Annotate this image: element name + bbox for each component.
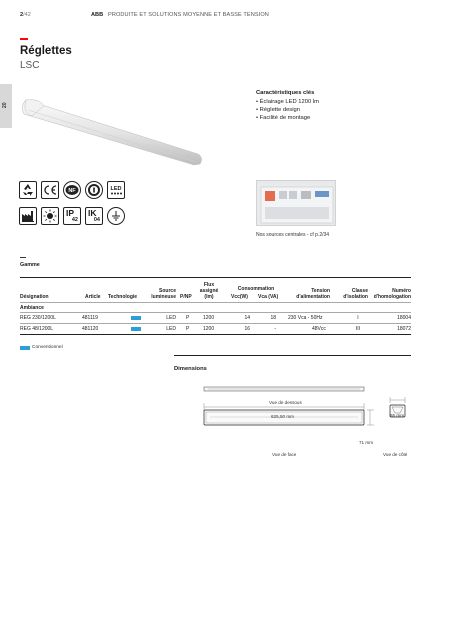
table-row-classe: I (357, 315, 359, 321)
central-source-image (256, 180, 336, 226)
side-tab (0, 84, 12, 128)
legend-label: Conventionnel (32, 345, 63, 350)
technology-swatch (131, 316, 141, 320)
feature-item: • Facilité de montage (256, 115, 426, 121)
technology-swatch (131, 327, 141, 331)
page-header (20, 12, 420, 22)
table-bottom-rule (20, 334, 411, 335)
dimensions-rule (174, 355, 411, 356)
table-row-article: 481120 (82, 326, 99, 332)
table-row-classe: III (355, 326, 361, 332)
section-dash (20, 257, 26, 258)
col-header-classe: Classe d'isolation (343, 288, 368, 301)
brand-name: ABB (91, 12, 104, 18)
page-subtitle: LSC (20, 60, 40, 71)
range-heading: Gamme (20, 262, 40, 268)
view-front-label: Vue de face (272, 452, 297, 457)
table-row-vca: - (274, 326, 276, 332)
table-row-tension: 230 Vca - 50Hz (288, 315, 323, 321)
width-label: 65 mm (390, 413, 405, 418)
col-header-pnp: P/NP (180, 294, 192, 300)
height-label: 71 mm (359, 440, 374, 445)
central-source-caption: Nos sources centrales - cf p.2/34 (256, 232, 330, 238)
col-header-tension: Tension d'alimentation (296, 288, 330, 301)
table-row-pnp: P (186, 315, 190, 321)
view-side-label: Vue de côté (383, 452, 408, 457)
title-accent (20, 38, 28, 40)
sun-icon (41, 207, 59, 225)
feature-item: • Réglette design (256, 107, 426, 113)
features-list (256, 99, 426, 121)
features-title: Caractéristiques clés (256, 90, 315, 96)
col-header-flux: Flux assigné (lm) (199, 282, 219, 301)
header-subtitle: PRODUITE ET SOLUTIONS MOYENNE ET BASSE TENSION (108, 12, 269, 18)
ip-label: IP (66, 208, 75, 218)
table-row-vcc: 16 (244, 326, 250, 332)
ce-mark-icon (41, 181, 59, 199)
table-row-rule (20, 312, 411, 313)
table-top-rule (20, 277, 411, 278)
class-1-icon (85, 181, 103, 199)
earth-icon (107, 207, 125, 225)
col-header-source: Source lumineuse (151, 288, 176, 301)
ip42-icon (63, 207, 81, 225)
table-row-flux: 1200 (203, 315, 215, 321)
side-tab-label: 20 (2, 102, 8, 108)
ik-label: IK (88, 208, 97, 218)
table-section-ambiance: Ambiance (20, 305, 44, 311)
table-row-source: LED (166, 315, 176, 321)
ik-value: 04 (93, 217, 100, 223)
table-row-designation: REG 48/1200L (20, 326, 54, 332)
svg-text:NF: NF (68, 188, 76, 194)
table-row-numero: 18072 (397, 326, 411, 332)
key-features (256, 90, 426, 124)
legend-swatch (20, 346, 30, 350)
table-row-article: 481119 (82, 315, 98, 321)
view-top-label: Vue de dessous (269, 400, 302, 405)
col-header-numero: Numéro d'homologation (373, 288, 411, 301)
col-header-vca: Vca (VA) (258, 294, 279, 300)
col-header-vcc: Vcc(W) (231, 294, 248, 300)
dimensions-title: Dimensions (174, 366, 207, 372)
page-title: Réglettes (20, 45, 72, 57)
led-label: LED (110, 185, 122, 192)
ik04-icon (85, 207, 103, 225)
table-row-rule (20, 323, 411, 324)
table-row-source: LED (166, 326, 176, 332)
table-row-flux: 1200 (203, 326, 215, 332)
recycle-icon (19, 181, 37, 199)
table-row-vca: 18 (270, 315, 276, 321)
page-number: 2/42 (20, 12, 31, 18)
table-header-rule (20, 302, 411, 303)
nf-mark-icon (63, 181, 81, 199)
table-row-designation: REG 230/1200L (20, 315, 56, 321)
col-header-technologie: Technologie (108, 294, 138, 300)
table-row-tension: 48Vcc (312, 326, 326, 332)
led-icon (107, 181, 125, 199)
col-header-designation: Désignation (20, 294, 49, 300)
col-header-consommation: Consommation (237, 286, 275, 292)
table-row-pnp: P (186, 326, 190, 332)
col-header-article: Article (85, 294, 101, 300)
industry-icon (19, 207, 37, 225)
table-row-numero: 18004 (397, 315, 411, 321)
table-row-vcc: 14 (244, 315, 250, 321)
ip-value: 42 (71, 217, 78, 223)
dimension-drawing (174, 375, 419, 465)
product-image (18, 92, 218, 167)
length-label: 625,50 mm (271, 414, 294, 419)
feature-item: • Éclairage LED 1200 lm (256, 99, 426, 105)
